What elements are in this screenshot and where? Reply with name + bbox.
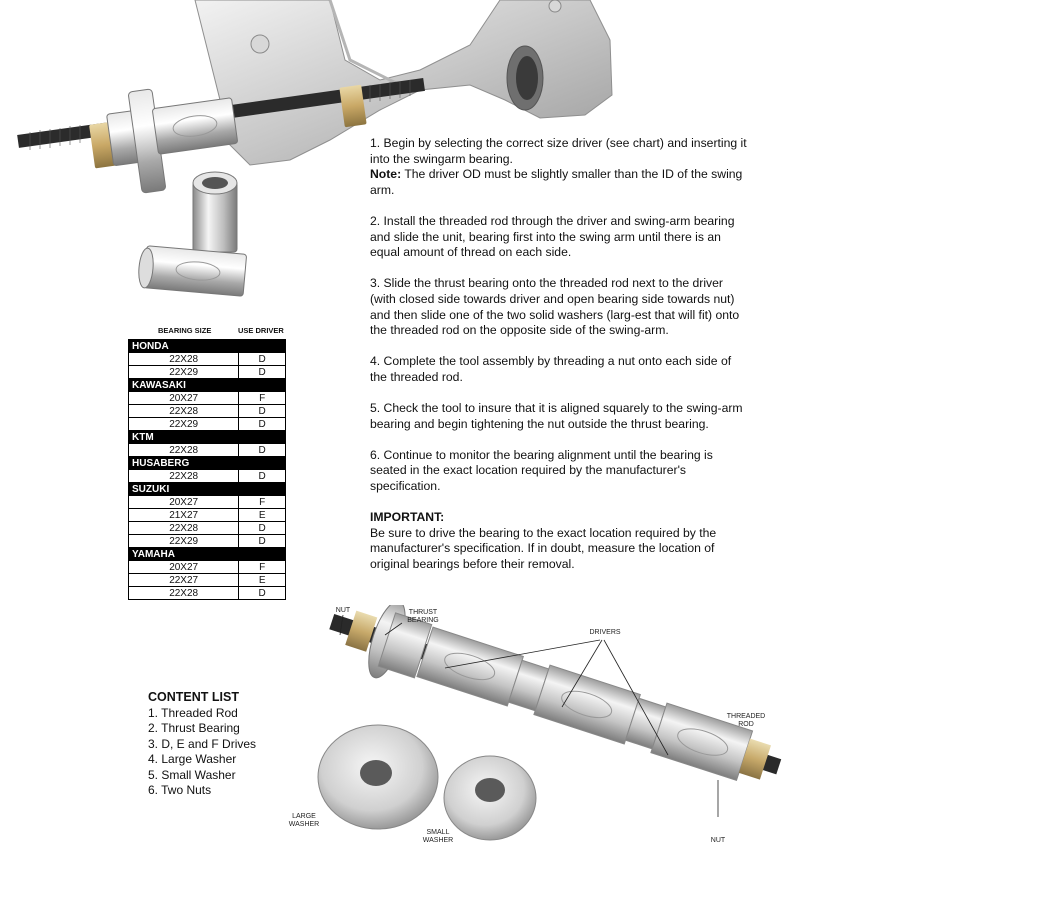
bearing-size-cell: 22X29: [129, 418, 239, 431]
bearing-size-cell: 22X28: [129, 405, 239, 418]
use-driver-cell: F: [239, 392, 286, 405]
bearing-size-cell: 22X29: [129, 535, 239, 548]
bearing-size-cell: 22X28: [129, 522, 239, 535]
brand-row: [129, 431, 286, 444]
tool-assembly-photo: [290, 605, 790, 855]
brand-row: [129, 379, 286, 392]
bearing-size-cell: 22X28: [129, 587, 239, 600]
table-row: [129, 366, 286, 379]
use-driver-cell: D: [239, 522, 286, 535]
bearing-size-cell: 22X28: [129, 444, 239, 457]
bearing-size-cell: 21X27: [129, 509, 239, 522]
use-driver-cell: D: [239, 587, 286, 600]
note-label: Note:: [370, 167, 402, 182]
brand-name: KAWASAKI: [129, 379, 286, 392]
brand-name: SUZUKI: [129, 483, 286, 496]
brand-row: [129, 483, 286, 496]
table-row: [129, 353, 286, 366]
table-row: [129, 587, 286, 600]
use-driver-cell: D: [239, 470, 286, 483]
step-2: 2. Install the threaded rod through the driver and swing-arm bearing and slide the unit, bearing first into the swing arm until there is an equal amount of thread on each side.: [370, 213, 735, 260]
list-item: 6. Two Nuts: [148, 783, 212, 797]
step-6: 6. Continue to monitor the bearing alignment until the bearing is seated in the exact location required by the manufacturer's specification.: [370, 447, 713, 494]
brand-name: KTM: [129, 431, 286, 444]
table-row: [129, 574, 286, 587]
table-row: [129, 418, 286, 431]
brand-name: HONDA: [129, 340, 286, 353]
callout-thrust-bearing: THRUST BEARING: [407, 609, 439, 624]
brand-row: [129, 340, 286, 353]
table-row: [129, 561, 286, 574]
bearing-size-cell: 22X29: [129, 366, 239, 379]
callout-small-washer: SMALL WASHER: [422, 829, 454, 844]
step-5: 5. Check the tool to insure that it is aligned squarely to the swing-arm bearing and begin tightening the nut outside the thrust bearing.: [370, 401, 743, 431]
important-heading: IMPORTANT:: [370, 510, 445, 525]
callout-drivers: DRIVERS: [589, 629, 621, 636]
list-item: 5. Small Washer: [148, 767, 236, 782]
table-row: [129, 522, 286, 535]
list-item: 2. Thrust Bearing: [148, 721, 240, 735]
bearing-size-cell: 20X27: [129, 392, 239, 405]
brand-name: YAMAHA: [129, 548, 286, 561]
bearing-size-cell: 20X27: [129, 496, 239, 509]
use-driver-cell: F: [239, 496, 286, 509]
table-row: [129, 392, 286, 405]
table-row: [129, 509, 286, 522]
use-driver-cell: D: [239, 353, 286, 366]
bearing-size-cell: 22X27: [129, 574, 239, 587]
brand-name: HUSABERG: [129, 457, 286, 470]
use-driver-cell: D: [239, 418, 286, 431]
list-item: 1. Threaded Rod: [148, 705, 238, 720]
use-driver-cell: D: [239, 366, 286, 379]
use-driver-cell: E: [239, 509, 286, 522]
bearing-size-cell: 20X27: [129, 561, 239, 574]
content-list-title: CONTENT LIST: [148, 690, 239, 704]
table-row: [129, 470, 286, 483]
step-3: 3. Slide the thrust bearing onto the threaded rod next to the driver (with closed side towards driver and open bearing side towards nut) and then slide one of the two solid washers (larg-est that will fit) onto the threaded rod on the opposite side of the swing-arm.: [370, 276, 740, 338]
use-driver-cell: D: [239, 444, 286, 457]
callout-nut-top: NUT: [335, 607, 351, 614]
step-4: 4. Complete the tool assembly by threading a nut onto each side of the threaded rod.: [370, 354, 732, 384]
table-header: [128, 326, 286, 339]
callout-threaded-rod: THREADED ROD: [726, 713, 766, 728]
table-row: [129, 405, 286, 418]
table-body: [129, 340, 286, 600]
column-header-use-driver: USE DRIVER: [238, 326, 284, 335]
note-text: The driver OD must be slightly smaller than the ID of the swing arm.: [370, 167, 743, 197]
brand-row: [129, 548, 286, 561]
list-item: 4. Large Washer: [148, 752, 237, 766]
important-text: Be sure to drive the bearing to the exact location required by the manufacturer's specification. If in doubt, measure the location of original bearings before their removal.: [370, 525, 717, 572]
use-driver-cell: D: [239, 535, 286, 548]
table-row: [129, 496, 286, 509]
use-driver-cell: F: [239, 561, 286, 574]
table-row: [129, 444, 286, 457]
list-item: 3. D, E and F Drives: [148, 736, 257, 751]
bearing-size-cell: 22X28: [129, 353, 239, 366]
bearing-size-cell: 22X28: [129, 470, 239, 483]
callout-large-washer: LARGE WASHER: [288, 813, 320, 828]
table-row: [129, 535, 286, 548]
bearing-size-table: [128, 326, 286, 600]
brand-row: [129, 457, 286, 470]
column-header-bearing-size: BEARING SIZE: [158, 326, 212, 335]
content-list: [148, 690, 256, 799]
use-driver-cell: E: [239, 574, 286, 587]
use-driver-cell: D: [239, 405, 286, 418]
callout-nut-bottom: NUT: [710, 837, 726, 844]
step-1: 1. Begin by selecting the correct size driver (see chart) and inserting it into the swingarm bearing. Note: The driver OD must be slightly smaller than the ID of the swing arm.: [370, 136, 747, 197]
instructions-block: [370, 136, 750, 573]
